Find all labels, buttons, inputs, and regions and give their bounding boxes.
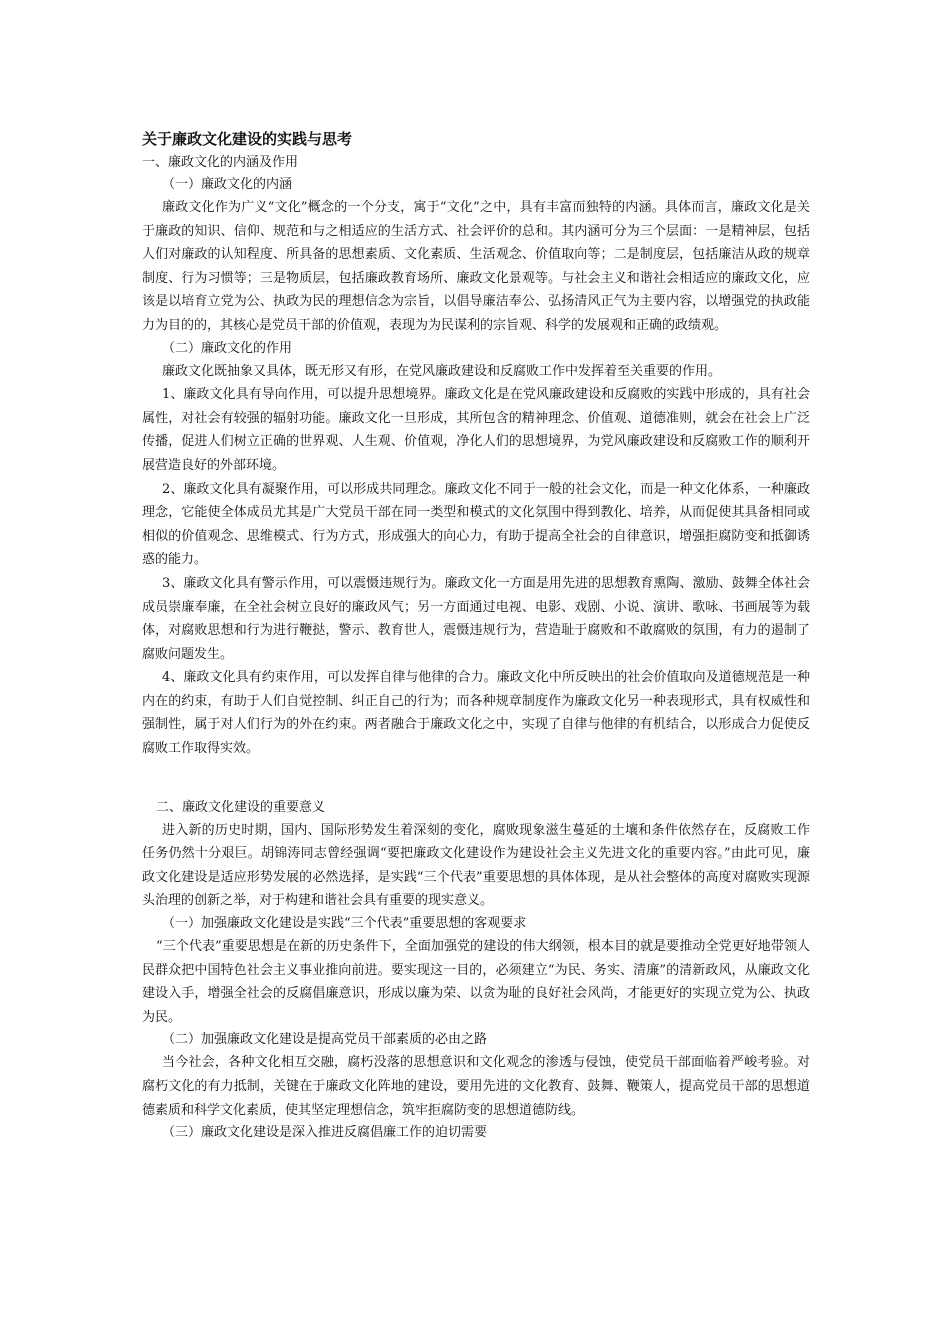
document-page bbox=[142, 128, 810, 1144]
subsection-heading-2-3: （三）廉政文化建设是深入推进反腐倡廉工作的迫切需要 bbox=[162, 1125, 488, 1141]
subsection-heading-1-2: （二）廉政文化的作用 bbox=[162, 340, 293, 356]
subsection-heading-2-1: （一）加强廉政文化建设是实践“三个代表”重要思想的客观要求 bbox=[162, 916, 527, 932]
paragraph: 1、廉政文化具有导向作用，可以提升思想境界。廉政文化是在党风廉政建设和反腐败的实践中形成的，具有社会属性，对社会有较强的辐射功能。廉政文化一旦形成，其所包含的精神理念、价值观、道德准则，就会在社会上广泛传播，促进人们树立正确的世界观、人生观、价值观，净化人们的思想境界，为党风廉政建设和反腐败工作的顺利开展营造良好的外部环境。 bbox=[142, 387, 810, 473]
paragraph: 廉政文化作为广义“文化”概念的一个分支，寓于“文化”之中，具有丰富而独特的内涵。具体而言，廉政文化是关于廉政的知识、信仰、规范和与之相适应的生活方式、社会评价的总和。其内涵可分为三个层面：一是精神层，包括人们对廉政的认知程度、所具备的思想素质、文化素质、生活观念、价值取向等；二是制度层，包括廉洁从政的规章制度、行为习惯等；三是物质层，包括廉政教育场所、廉政文化景观等。与社会主义和谐社会相适应的廉政文化，应该是以培育立党为公、执政为民的理想信念为宗旨，以倡导廉洁奉公、弘扬清风正气为主要内容，以增强党的执政能力为目的的，其核心是党员干部的价值观，表现为为民谋利的宗旨观、科学的发展观和正确的政绩观。 bbox=[142, 200, 810, 333]
paragraph: 2、廉政文化具有凝聚作用，可以形成共同理念。廉政文化不同于一般的社会文化，而是一种文化体系，一种廉政理念，它能使全体成员尤其是广大党员干部在同一类型和模式的文化氛围中得到教化、培养，从而促使其具备相同或相似的价值观念、思维模式、行为方式，形成强大的向心力，有助于提高全社会的自律意识，增强拒腐防变和抵御诱惑的能力。 bbox=[142, 481, 810, 568]
paragraph: 4、廉政文化具有约束作用，可以发挥自律与他律的合力。廉政文化中所反映出的社会价值取向及道德规范是一种内在的约束，有助于人们自觉控制、纠正自己的行为；而各种规章制度作为廉政文化另一种表现形式，具有权威性和强制性，属于对人们行为的外在约束。两者融合于廉政文化之中，实现了自律与他律的有机结合，以形成合力促使反腐败工作取得实效。 bbox=[142, 670, 810, 757]
paragraph: 3、廉政文化具有警示作用，可以震慑违规行为。廉政文化一方面是用先进的思想教育熏陶、激励、鼓舞全体社会成员崇廉奉廉，在全社会树立良好的廉政风气；另一方面通过电视、电影、戏剧、小说、演讲、歌咏、书画展等为载体，对腐败思想和行为进行鞭挞，警示、教育世人，震慑违规行为，营造耻于腐败和不敢腐败的氛围，有力的遏制了腐败问题发生。 bbox=[142, 575, 810, 662]
document-title: 关于廉政文化建设的实践与思考 bbox=[142, 130, 353, 148]
subsection-heading-2-2: （二）加强廉政文化建设是提高党员干部素质的必由之路 bbox=[162, 1032, 488, 1048]
section-spacer bbox=[142, 761, 810, 797]
section-heading-1: 一、廉政文化的内涵及作用 bbox=[142, 155, 299, 170]
paragraph: 进入新的历史时期，国内、国际形势发生着深刻的变化，腐败现象滋生蔓延的土壤和条件依然存在，反腐败工作任务仍然十分艰巨。胡锦涛同志曾经强调“要把廉政文化建设作为建设社会主义先进文化的重要内容。”由此可见，廉政文化建设是适应形势发展的必然选择，是实践“三个代表”重要思想的具体体现，是从社会整体的高度对腐败实现源头治理的创新之举，对于构建和谐社会具有重要的现实意义。 bbox=[142, 822, 810, 909]
subsection-heading-1-1: （一）廉政文化的内涵 bbox=[162, 177, 293, 192]
paragraph: “三个代表”重要思想是在新的历史条件下，全面加强党的建设的伟大纲领，根本目的就是要推动全党更好地带领人民群众把中国特色社会主义事业推向前进。要实现这一目的，必须建立“为民、务实、清廉”的清新政风，从廉政文化建设入手，增强全社会的反腐倡廉意识，形成以廉为荣、以贪为耻的良好社会风尚，才能更好的实现立党为公、执政为民。 bbox=[142, 939, 810, 1025]
section-heading-2: 二、廉政文化建设的重要意义 bbox=[156, 799, 326, 815]
paragraph: 廉政文化既抽象又具体，既无形又有形，在党风廉政建设和反腐败工作中发挥着至关重要的作用。 bbox=[162, 363, 722, 379]
paragraph: 当今社会，各种文化相互交融，腐朽没落的思想意识和文化观念的渗透与侵蚀，使党员干部面临着严峻考验。对腐朽文化的有力抵制，关键在于廉政文化阵地的建设，要用先进的文化教育、鼓舞、鞭策人，提高党员干部的思想道德素质和科学文化素质，使其坚定理想信念，筑牢拒腐防变的思想道德防线。 bbox=[142, 1055, 810, 1118]
